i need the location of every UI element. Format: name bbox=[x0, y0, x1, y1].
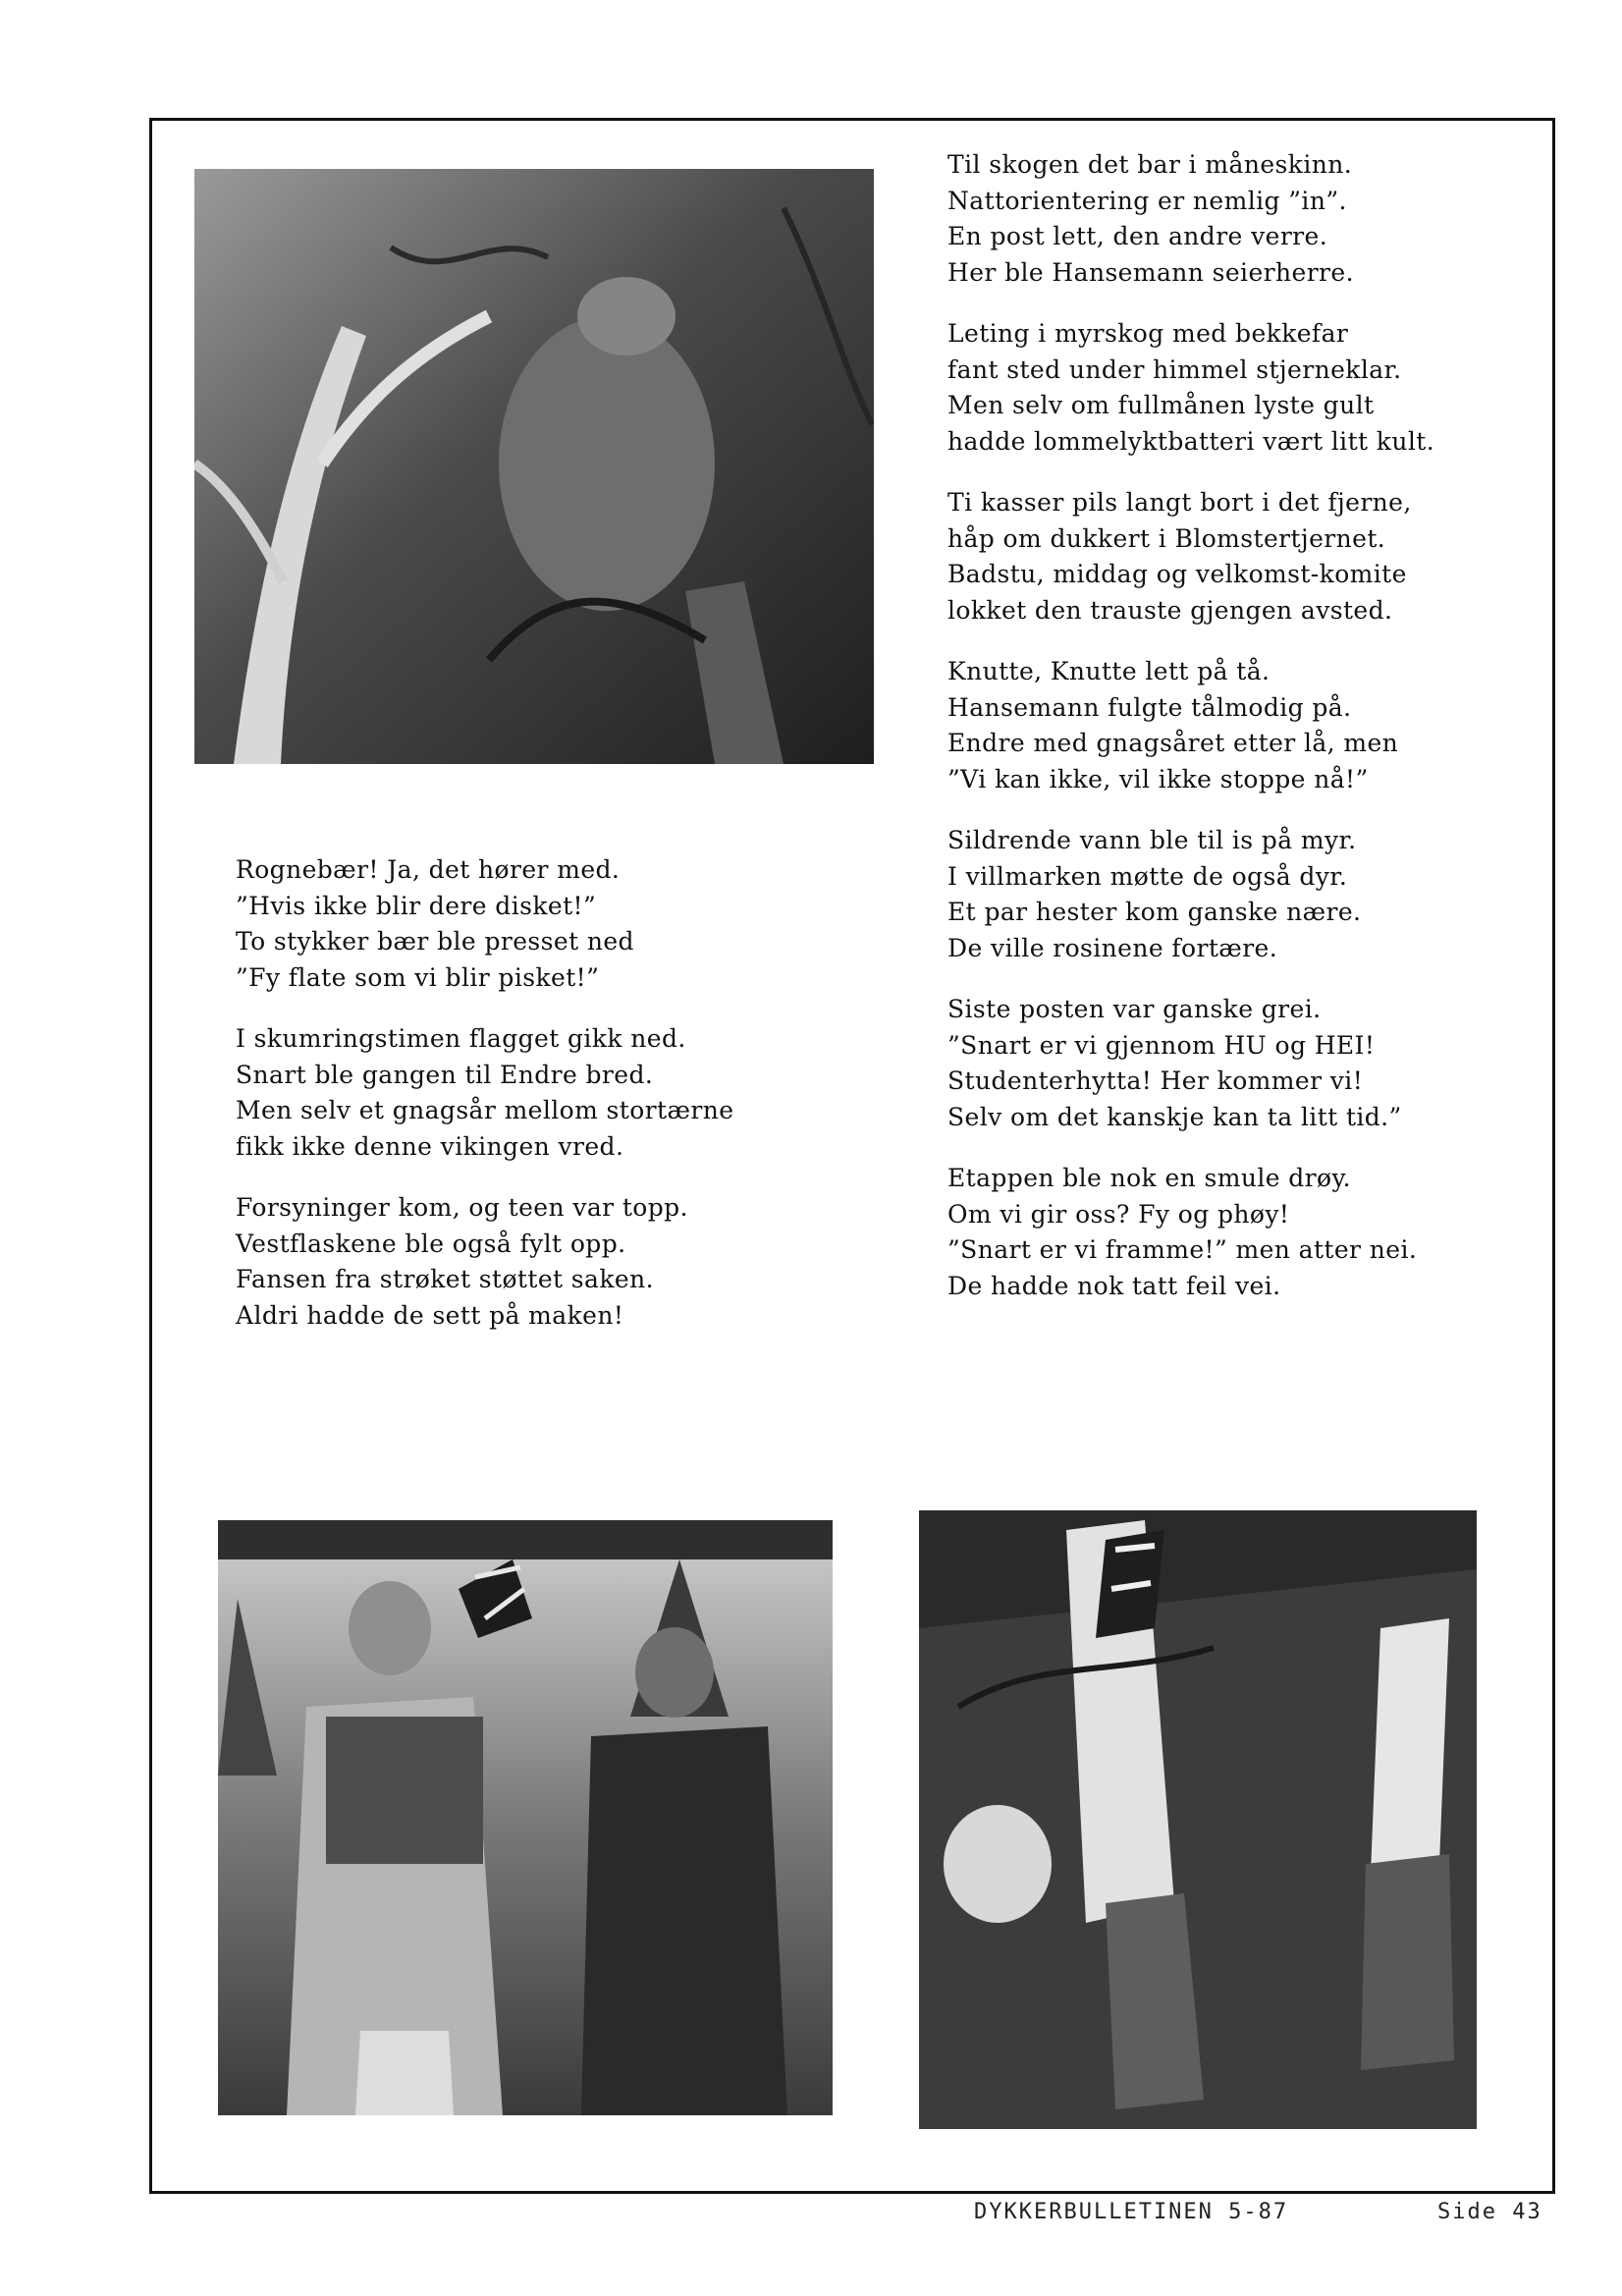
poem-line: ”Fy flate som vi blir pisket!” bbox=[236, 962, 600, 992]
poem-line: Nattorientering er nemlig ”in”. bbox=[947, 186, 1347, 215]
poem-line: fikk ikke denne vikingen vred. bbox=[236, 1131, 624, 1161]
poem-line: Men selv om fullmånen lyste gult bbox=[947, 391, 1375, 419]
poem-line: Rognebær! Ja, det hører med. bbox=[236, 855, 621, 884]
poem-stanza bbox=[947, 485, 1497, 629]
photo-legs-boots-flag bbox=[919, 1510, 1477, 2129]
poem-line: Men selv et gnagsår mellom stortærne bbox=[236, 1096, 734, 1124]
poem-line: Fansen fra strøket støttet saken. bbox=[236, 1265, 654, 1293]
poem-line: håp om dukkert i Blomstertjernet. bbox=[947, 523, 1386, 553]
poem-line: Ti kasser pils langt bort i det fjerne, bbox=[947, 488, 1412, 517]
poem-stanza bbox=[236, 1190, 785, 1334]
photo-two-divers-saluting-flag bbox=[218, 1520, 833, 2115]
legs-photo-icon bbox=[919, 1510, 1477, 2129]
poem-line: Til skogen det bar i måneskinn. bbox=[947, 150, 1353, 179]
poem-line: ”Snart er vi gjennom HU og HEI! bbox=[947, 1030, 1376, 1060]
poem-line: hadde lommelyktbatteri vært litt kult. bbox=[947, 426, 1435, 456]
poem-line: I villmarken møtte de også dyr. bbox=[947, 861, 1348, 891]
poem-stanza bbox=[947, 1161, 1497, 1304]
poem-stanza bbox=[947, 992, 1497, 1135]
poem-line: Her ble Hansemann seierherre. bbox=[947, 257, 1354, 287]
poem-stanza bbox=[947, 147, 1497, 291]
poem-line: Knutte, Knutte lett på tå. bbox=[947, 657, 1271, 685]
poem-stanza bbox=[947, 654, 1497, 797]
poem-line: Selv om det kanskje kan ta litt tid.” bbox=[947, 1102, 1402, 1131]
poem-line: Snart ble gangen til Endre bred. bbox=[236, 1060, 654, 1089]
poem-stanza bbox=[947, 823, 1497, 966]
poem-right-column bbox=[947, 147, 1497, 1330]
poem-line: ”Hvis ikke blir dere disket!” bbox=[236, 891, 597, 920]
poem-line: Sildrende vann ble til is på myr. bbox=[947, 826, 1357, 854]
poem-line: Forsyninger kom, og teen var topp. bbox=[236, 1193, 688, 1222]
poem-line: Om vi gir oss? Fy og phøy! bbox=[947, 1199, 1290, 1229]
poem-line: Studenterhytta! Her kommer vi! bbox=[947, 1066, 1364, 1095]
poem-line: fant sted under himmel stjerneklar. bbox=[947, 355, 1402, 384]
poem-line: Badstu, middag og velkomst-komite bbox=[947, 560, 1407, 588]
poem-line: Leting i myrskog med bekkefar bbox=[947, 319, 1349, 348]
poem-left-column bbox=[236, 852, 785, 1359]
divers-photo-icon bbox=[218, 1520, 833, 2115]
poem-line: Etappen ble nok en smule drøy. bbox=[947, 1164, 1352, 1192]
poem-stanza bbox=[236, 852, 785, 996]
poem-line: lokket den trauste gjengen avsted. bbox=[947, 595, 1393, 625]
footer-page-number: Side 43 bbox=[1437, 2200, 1542, 2224]
poem-line: De hadde nok tatt feil vei. bbox=[947, 1271, 1281, 1300]
poem-line: Et par hester kom ganske nære. bbox=[947, 898, 1362, 926]
forest-photo-icon bbox=[194, 169, 874, 764]
poem-stanza bbox=[236, 1021, 785, 1165]
poem-line: Vestflaskene ble også fylt opp. bbox=[236, 1229, 626, 1258]
poem-line: De ville rosinene fortære. bbox=[947, 933, 1278, 962]
footer-publication: DYKKERBULLETINEN 5-87 bbox=[974, 2200, 1289, 2224]
poem-line: I skumringstimen flagget gikk ned. bbox=[236, 1024, 686, 1053]
poem-line: ”Vi kan ikke, vil ikke stoppe nå!” bbox=[947, 764, 1369, 793]
poem-line: En post lett, den andre verre. bbox=[947, 222, 1328, 250]
poem-stanza bbox=[947, 316, 1497, 460]
photo-forest-night-orienteering bbox=[194, 169, 874, 764]
poem-line: ”Snart er vi framme!” men atter nei. bbox=[947, 1235, 1418, 1264]
poem-line: Hansemann fulgte tålmodig på. bbox=[947, 692, 1352, 722]
poem-line: Endre med gnagsåret etter lå, men bbox=[947, 729, 1399, 757]
poem-line: Siste posten var ganske grei. bbox=[947, 995, 1322, 1023]
poem-line: Aldri hadde de sett på maken! bbox=[236, 1300, 624, 1330]
poem-line: To stykker bær ble presset ned bbox=[236, 927, 634, 956]
